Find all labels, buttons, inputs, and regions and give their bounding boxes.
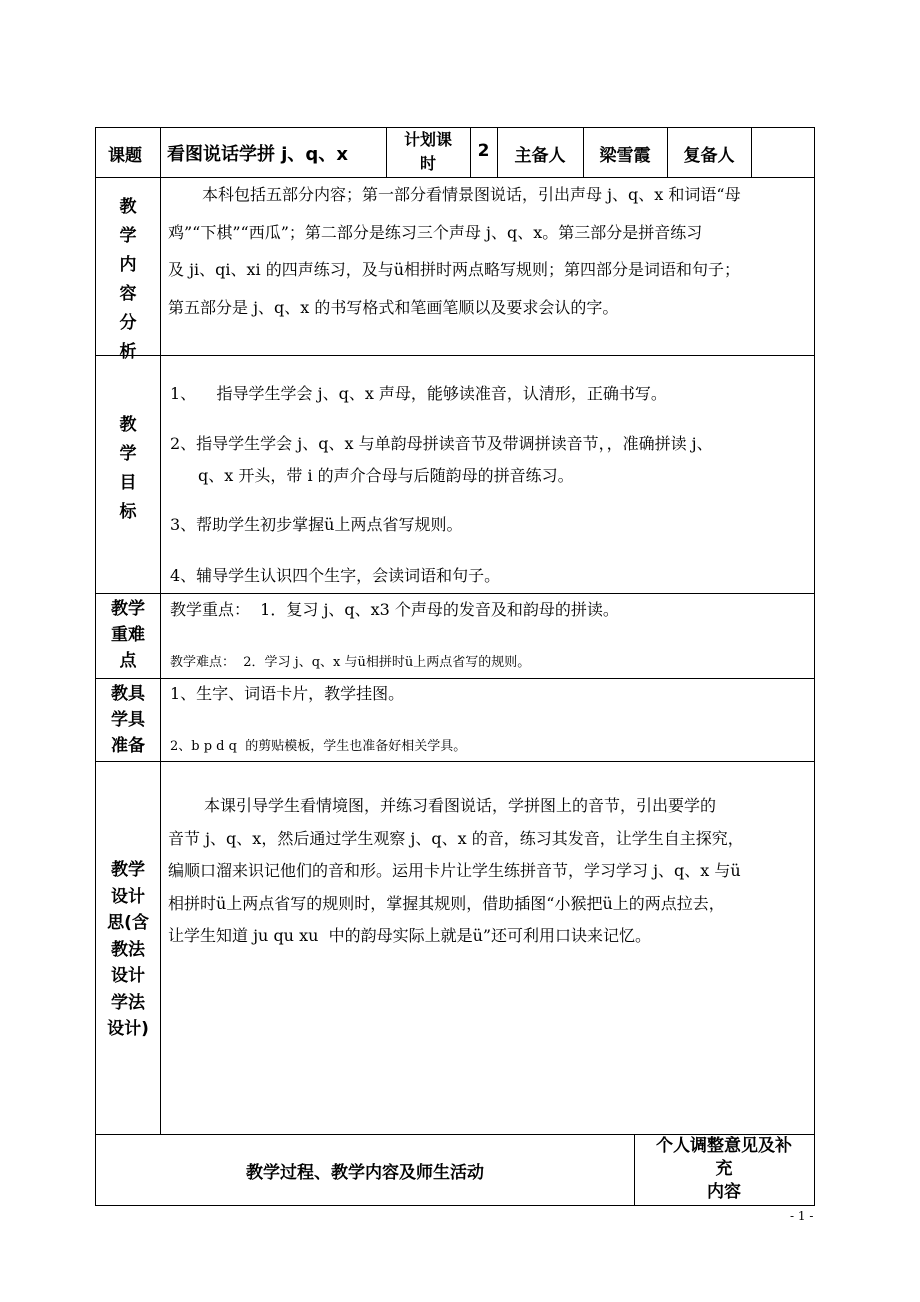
key-focus: 教学重点： 1．复习 j、q、x3 个声母的发音及和韵母的拼读。	[170, 600, 619, 619]
design-line: 让学生知道 ju qu xu 中的韵母实际上就是ü”还可利用口诀来记忆。	[168, 926, 652, 945]
design-label-line: 设计	[111, 886, 145, 907]
hours-label-line2: 时	[419, 154, 436, 173]
design-label	[96, 857, 160, 1043]
goals-label-char: 标	[119, 502, 137, 522]
design-label-line: 思(含	[107, 913, 149, 933]
page-number: - 1 -	[790, 1209, 814, 1223]
key-difficulty: 教学难点： 2．学习 j、q、x 与ü相拼时ü上两点省写的规则。	[170, 655, 531, 670]
analysis-line: 及 ji、qi、xi 的四声练习，及与ü相拼时两点略写规则；第四部分是词语和句子；	[168, 260, 741, 279]
analysis-label-char: 容	[119, 284, 137, 304]
analysis-label-char: 内	[119, 255, 137, 275]
material-item-1: 1、生字、词语卡片，教学挂图。	[170, 684, 405, 703]
topic-label: 课题	[108, 146, 142, 166]
design-line: 编顺口溜来识记他们的音和形。运用卡片让学生练拼音节，学习学习 j、q、x 与ü	[168, 861, 741, 880]
analysis-text	[168, 176, 814, 326]
materials-label-line: 学具	[111, 710, 145, 730]
goal-item-3: 3、帮助学生初步掌握ü上两点省写规则。	[170, 515, 463, 534]
analysis-label	[96, 193, 160, 367]
design-label-line: 教法	[111, 939, 145, 960]
material-item-2: 2、b p d q 的剪贴模板，学生也准备好相关学具。	[170, 739, 467, 754]
lead-label: 主备人	[514, 146, 566, 166]
design-line: 相拼时ü上两点省写的规则时，掌握其规则，借助插图“小猴把ü上的两点拉去，	[168, 893, 725, 913]
process-notes	[634, 1135, 814, 1204]
analysis-line: 鸡”“下棋”“西瓜”；第二部分是练习三个声母 j、q、x。第三部分是拼音练习	[168, 222, 703, 242]
key-points-label	[96, 596, 160, 674]
materials-label-line: 准备	[111, 736, 145, 756]
design-line: 音节 j、q、x，然后通过学生观察 j、q、x 的音，练习其发音，让学生自主探究，	[168, 828, 744, 848]
analysis-label-char: 教	[119, 197, 137, 217]
goals-label	[96, 411, 160, 527]
design-label-line: 学法	[111, 992, 145, 1013]
analysis-line: 第五部分是 j、q、x 的书写格式和笔画笔顺以及要求会认的字。	[168, 297, 619, 317]
goals-label-char: 学	[119, 444, 137, 464]
goal-item-1: 1、 指导学生学会 j、q、x 声母，能够读准音，认清形，正确书写。	[170, 384, 667, 403]
analysis-label-char: 分	[119, 313, 137, 333]
goal-item-4: 4、辅导学生认识四个生字，会读词语和句子。	[170, 566, 501, 585]
topic-value: 看图说话学拼 j、q、x	[167, 144, 348, 165]
process-title: 教学过程、教学内容及师生活动	[246, 1163, 484, 1183]
key-points-label-line: 点	[119, 651, 137, 671]
design-text	[168, 790, 814, 953]
goals-label-char: 目	[119, 473, 137, 493]
hours-label	[386, 128, 470, 176]
goals-label-char: 教	[119, 415, 137, 435]
second-label: 复备人	[683, 146, 735, 166]
materials-label	[96, 681, 160, 759]
analysis-label-char: 析	[119, 342, 137, 362]
hours-value: 2	[477, 141, 490, 161]
design-label-line: 设计)	[107, 1019, 149, 1039]
lead-value: 梁雪霞	[599, 146, 651, 166]
hours-label-line1: 计划课	[403, 130, 452, 149]
materials-label-line: 教具	[111, 684, 145, 704]
design-label-line: 设计	[111, 966, 145, 986]
key-points-label-line: 教学	[111, 599, 145, 619]
notes-line: 充	[715, 1159, 733, 1179]
goal-item-2: 2、指导学生学会 j、q、x 与单韵母拼读音节及带调拼读音节，，准确拼读 j、	[170, 434, 713, 453]
notes-line: 个人调整意见及补	[656, 1136, 792, 1156]
notes-line: 内容	[707, 1182, 741, 1202]
analysis-line: 本科包括五部分内容；第一部分看情景图说话，引出声母 j、q、x 和词语“母	[202, 185, 741, 204]
key-points-label-line: 重难	[111, 625, 145, 645]
design-label-line: 教学	[111, 860, 145, 880]
design-line: 本课引导学生看情境图，并练习看图说话，学拼图上的音节，引出要学的	[204, 796, 717, 815]
analysis-label-char: 学	[119, 226, 137, 246]
goal-item-2-cont: q、x 开头，带 i 的声介合母与后随韵母的拼音练习。	[198, 466, 574, 485]
